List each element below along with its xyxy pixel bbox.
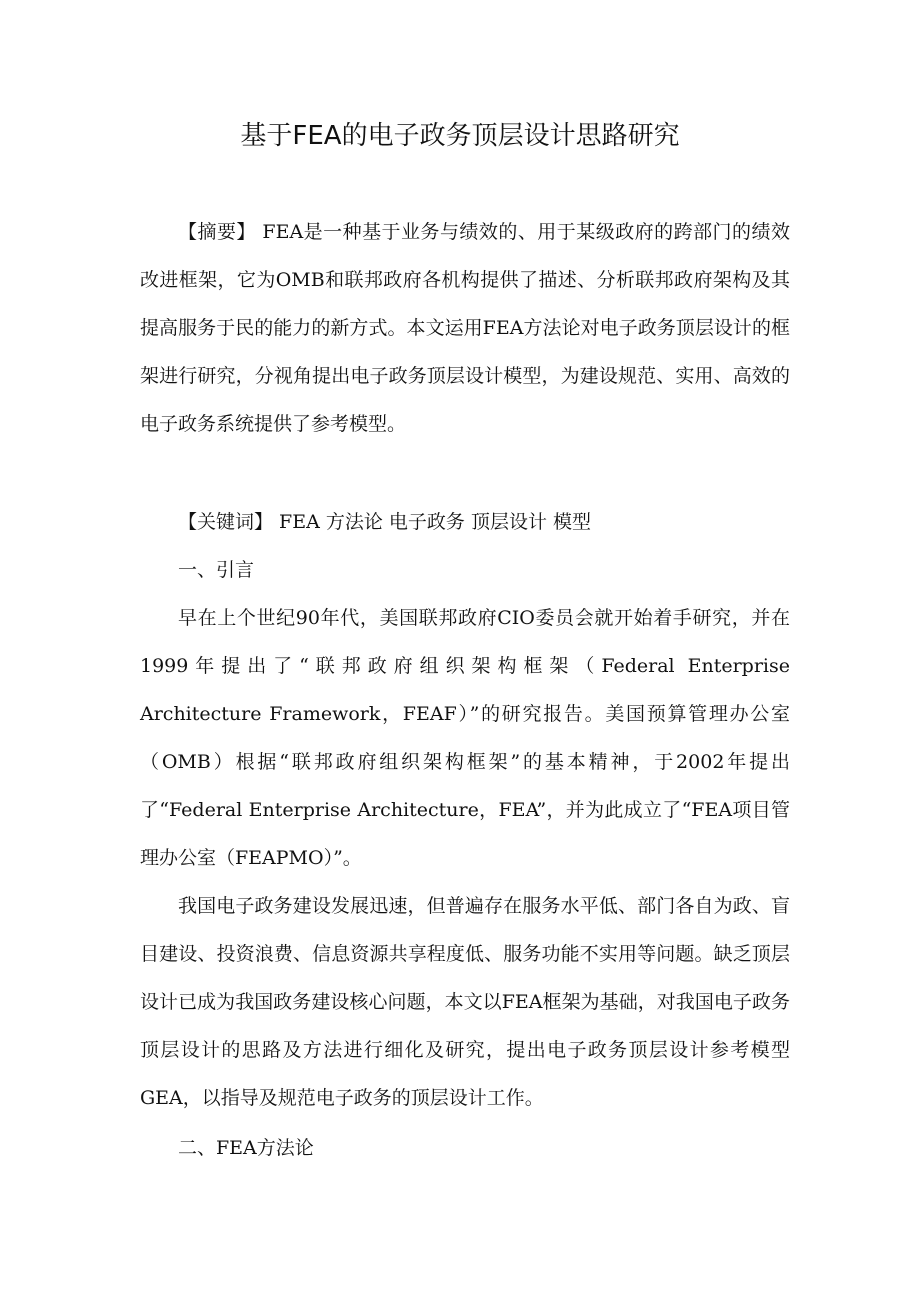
keywords-paragraph: [140, 498, 790, 546]
section-heading-fea-methodology: 二、FEA方法论: [178, 1137, 314, 1159]
introduction-paragraph-1: 早在上个世纪90年代，美国联邦政府CIO委员会就开始着手研究，并在1999年提出了“联邦政府组织架构框架（Federal Enterprise Architecture Framework，FEAF）”的研究报告。美国预算管理办公室（OMB）根据“联邦政府组织架构框架”的基本精神，于2002年提出了“Federal Enterprise Architecture，FEA”，并为此成立了“FEA项目管理办公室（FEAPMO）”。: [140, 607, 790, 869]
document-title: 基于FEA的电子政务顶层设计思路研究: [240, 121, 680, 151]
section-heading-introduction: 一、引言: [178, 559, 255, 581]
abstract-label: 【摘要】: [178, 221, 256, 243]
abstract-paragraph: [140, 208, 790, 448]
keywords-label: 【关键词】: [178, 511, 274, 533]
introduction-paragraph-2: 我国电子政务建设发展迅速，但普遍存在服务水平低、部门各自为政、盲目建设、投资浪费、信息资源共享程度低、服务功能不实用等问题。缺乏顶层设计已成为我国政务建设核心问题，本文以FEA框架为基础，对我国电子政务顶层设计的思路及方法进行细化及研究，提出电子政务顶层设计参考模型GEA，以指导及规范电子政务的顶层设计工作。: [140, 895, 790, 1109]
keywords-text: FEA 方法论 电子政务 顶层设计 模型: [273, 511, 591, 533]
abstract-text: FEA是一种基于业务与绩效的、用于某级政府的跨部门的绩效改进框架，它为OMB和联邦政府各机构提供了描述、分析联邦政府架构及其提高服务于民的能力的新方式。本文运用FEA方法论对电子政务顶层设计的框架进行研究，分视角提出电子政务顶层设计模型，为建设规范、实用、高效的电子政务系统提供了参考模型。: [140, 221, 790, 435]
